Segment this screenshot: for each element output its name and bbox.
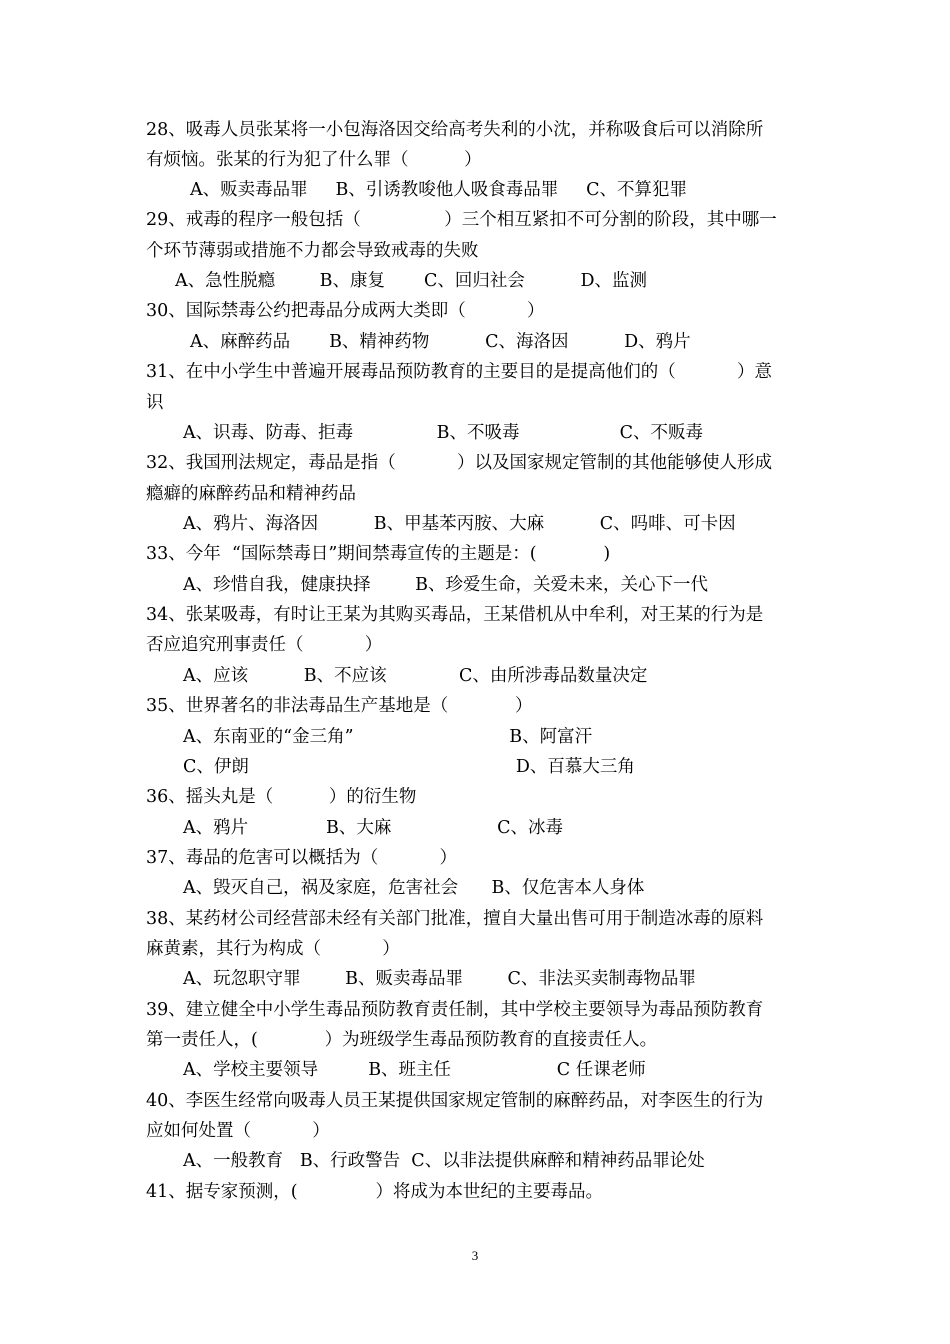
text-line: A、毁灭自己，祸及家庭，危害社会 B、仅危害本人身体 [183,878,645,898]
text-line: 33、今年 “国际禁毒日”期间禁毒宣传的主题是：( ) [146,544,611,564]
text-line: A、珍惜自我，健康抉择 B、珍爱生命，关爱未来，关心下一代 [183,575,708,595]
text-line: 30、国际禁毒公约把毒品分成两大类即（ ） [146,301,545,321]
text-line: 识 [146,393,164,413]
text-line: 个环节薄弱或措施不力都会导致戒毒的失败 [146,241,479,261]
text-line: 37、毒品的危害可以概括为（ ） [146,848,457,868]
text-line: 40、李医生经常向吸毒人员王某提供国家规定管制的麻醉药品，对李医生的行为 [146,1091,764,1111]
text-line: 第一责任人，( ）为班级学生毒品预防教育的直接责任人。 [146,1030,658,1050]
text-line: A、贩卖毒品罪 B、引诱教唆他人吸食毒品罪 C、不算犯罪 [190,180,688,200]
text-line: C、伊朗 D、百慕大三角 [183,757,635,777]
text-line: A、鸦片 B、大麻 C、冰毒 [183,818,563,838]
text-line: A、一般教育 B、行政警告 C、以非法提供麻醉和精神药品罪论处 [183,1151,705,1171]
text-line: A、鸦片、海洛因 B、甲基苯丙胺、大麻 C、吗啡、可卡因 [183,514,736,534]
text-line: 否应追究刑事责任（ ） [146,635,383,655]
text-line: 28、吸毒人员张某将一小包海洛因交给高考失利的小沈，并称吸食后可以消除所 [146,120,764,140]
text-line: A、应该 B、不应该 C、由所涉毒品数量决定 [183,666,648,686]
text-line: 应如何处置（ ） [146,1121,330,1141]
text-line: A、学校主要领导 B、班主任 C 任课老师 [183,1060,646,1080]
text-line: 39、建立健全中小学生毒品预防教育责任制，其中学校主要领导为毒品预防教育 [146,1000,764,1020]
text-line: 瘾癖的麻醉药品和精神药品 [146,484,356,504]
text-line: A、识毒、防毒、拒毒 B、不吸毒 C、不贩毒 [183,423,703,443]
text-line: 32、我国刑法规定，毒品是指（ ）以及国家规定管制的其他能够使人形成 [146,453,772,473]
text-line: 36、摇头丸是（ ）的衍生物 [146,787,417,807]
text-line: A、急性脱瘾 B、康复 C、回归社会 D、监测 [175,271,647,291]
text-line: 34、张某吸毒，有时让王某为其购买毒品，王某借机从中牟利，对王某的行为是 [146,605,764,625]
text-line: 29、戒毒的程序一般包括（ ）三个相互紧扣不可分割的阶段，其中哪一 [146,210,777,230]
text-line: 41、据专家预测，( ）将成为本世纪的主要毒品。 [146,1182,603,1202]
text-line: 38、某药材公司经营部未经有关部门批准，擅自大量出售可用于制造冰毒的原料 [146,909,764,929]
text-line: 31、在中小学生中普遍开展毒品预防教育的主要目的是提高他们的（ ）意 [146,362,772,382]
page-number: 3 [471,1248,479,1263]
text-line: A、东南亚的“金三角” B、阿富汗 [183,727,593,747]
text-line: 麻黄素，其行为构成（ ） [146,939,400,959]
text-line: A、玩忽职守罪 B、贩卖毒品罪 C、非法买卖制毒物品罪 [183,969,696,989]
text-line: 35、世界著名的非法毒品生产基地是（ ） [146,696,533,716]
text-line: 有烦恼。张某的行为犯了什么罪（ ） [146,150,482,170]
text-line: A、麻醉药品 B、精神药物 C、海洛因 D、鸦片 [190,332,691,352]
